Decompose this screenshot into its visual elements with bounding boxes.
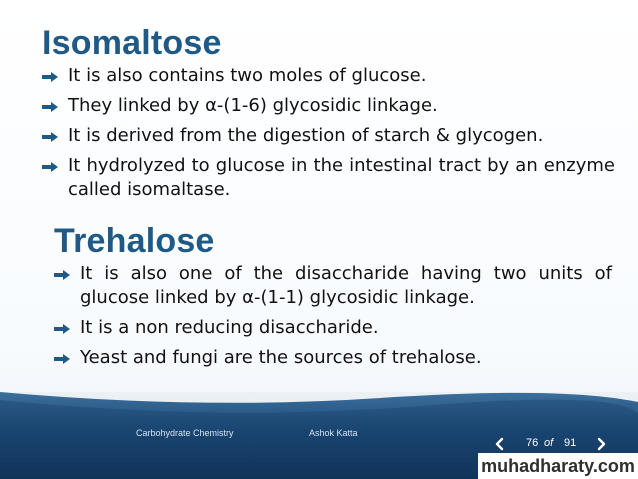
bullet-text: It is also contains two moles of glucose.	[68, 65, 427, 86]
section-title-isomaltose: Isomaltose	[42, 24, 222, 62]
bullet-item	[40, 94, 615, 118]
bullet-item	[52, 316, 612, 340]
arrow-bullet-icon	[42, 102, 58, 112]
bullet-list-isomaltose	[40, 64, 615, 208]
bullet-item	[52, 346, 612, 370]
bullet-list-trehalose	[52, 262, 612, 376]
bullet-text: It is a non reducing disaccharide.	[80, 317, 379, 338]
page-current: 76	[526, 437, 539, 449]
arrow-bullet-icon	[42, 72, 58, 82]
chevron-right-icon[interactable]	[593, 436, 609, 452]
arrow-bullet-icon	[42, 132, 58, 142]
footer-author: Ashok Katta	[309, 428, 358, 438]
section-title-trehalose: Trehalose	[54, 222, 215, 260]
bullet-text: Yeast and fungi are the sources of trehalose.	[80, 347, 482, 368]
footer-course-title: Carbohydrate Chemistry	[136, 428, 234, 438]
page-total: 91	[564, 437, 577, 449]
bullet-item	[52, 262, 612, 310]
arrow-bullet-icon	[54, 270, 70, 280]
bullet-text: It is derived from the digestion of starch & glycogen.	[68, 125, 544, 146]
bullet-item	[40, 124, 615, 148]
bullet-item	[40, 64, 615, 88]
page-of-label: of	[544, 437, 554, 449]
arrow-bullet-icon	[54, 354, 70, 364]
bullet-text: They linked by α-(1-6) glycosidic linkage.	[68, 95, 438, 116]
chevron-left-icon[interactable]	[492, 436, 508, 452]
watermark: muhadharaty.com	[478, 453, 638, 479]
arrow-bullet-icon	[54, 324, 70, 334]
bullet-item	[40, 154, 615, 202]
bullet-text: It hydrolyzed to glucose in the intestinal tract by an enzyme called isomaltase.	[68, 155, 615, 200]
arrow-bullet-icon	[42, 162, 58, 172]
bullet-text: It is also one of the disaccharide having two units of glucose linked by α-(1-1) glycosidic linkage.	[80, 263, 612, 308]
